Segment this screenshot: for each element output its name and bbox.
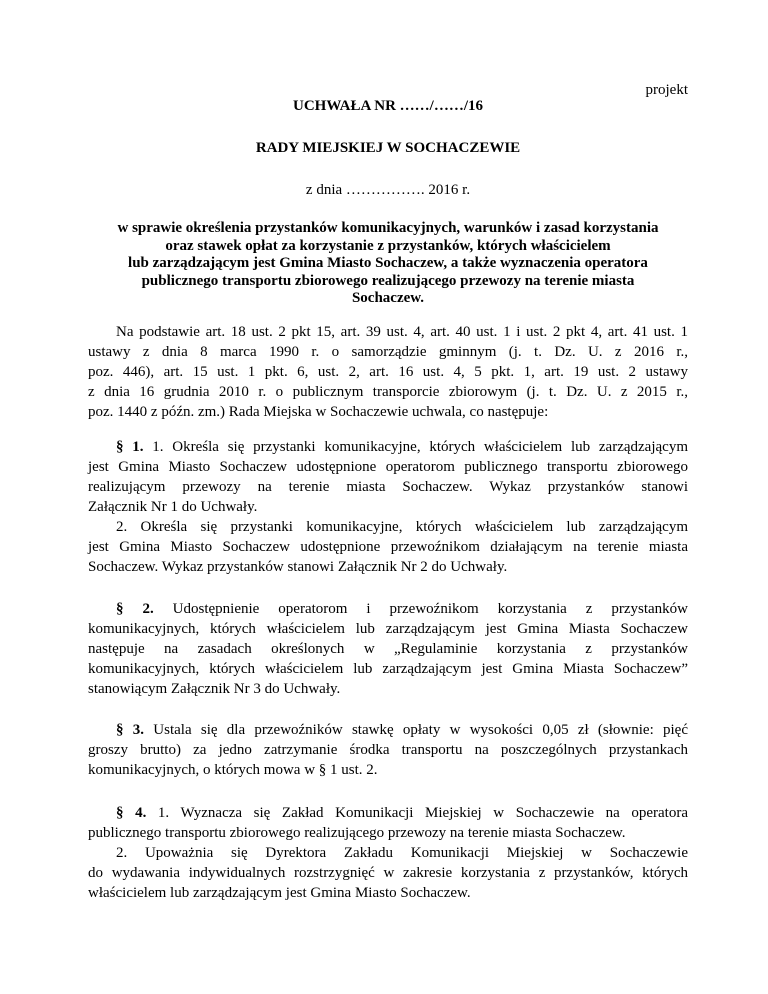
paragraph-2-mark: § 2.	[116, 601, 154, 617]
subject-line: oraz stawek opłat za korzystanie z przystanków, których właścicielem	[165, 237, 611, 254]
paragraph-1-line: Załącznik Nr 1 do Uchwały.	[88, 499, 258, 515]
paragraph-2-line: następuje na zasadach określonych w „Regulaminie korzystania z przystanków	[88, 641, 688, 657]
paragraph-2-line: komunikacyjnych, których właścicielem lub zarządzającym jest Gmina Miasta Sochaczew	[88, 621, 688, 637]
paragraph-1-line: jest Gmina Miasto Sochaczew udostępnione przewoźnikom działającym na terenie miasta	[88, 539, 688, 555]
paragraph-2-line: stanowiącym Załącznik Nr 3 do Uchwały.	[88, 681, 341, 697]
paragraph-4-line	[88, 803, 688, 823]
paragraph-2-line: komunikacyjnych, których właścicielem lub zarządzającym jest Gmina Miasta Sochaczew”	[88, 661, 688, 677]
paragraph-2-text: Udostępnienie operatorom i przewoźnikom korzystania z przystanków	[153, 601, 688, 617]
subject-line: publicznego transportu zbiorowego realizującego przewozy na terenie miasta	[141, 272, 635, 289]
paragraph-4-text: 1. Wyznacza się Zakład Komunikacji Miejskiej w Sochaczewie na operatora	[146, 805, 688, 821]
preamble-paragraph	[88, 322, 688, 422]
preamble-line: poz. 1440 z późn. zm.) Rada Miejska w Sochaczewie uchwala, co następuje:	[88, 404, 549, 420]
paragraph-4-line: publicznego transportu zbiorowego realizującego przewozy na terenie miasta Sochaczew.	[88, 825, 626, 841]
subject-line: lub zarządzającym jest Gmina Miasto Sochaczew, a także wyznaczenia operatora	[128, 255, 648, 271]
subject-line: Sochaczew.	[351, 290, 425, 306]
preamble-line: Na podstawie art. 18 ust. 2 pkt 15, art. 39 ust. 4, art. 40 ust. 1 i ust. 2 pkt 4, art. 41 ust. 1	[116, 324, 688, 340]
paragraph-4-line: właścicielem lub zarządzającym jest Gmina Miasto Sochaczew.	[88, 885, 471, 901]
subject-line: w sprawie określenia przystanków komunikacyjnych, warunków i zasad korzystania	[117, 220, 659, 236]
preamble-line: poz. 446), art. 15 ust. 1 pkt. 6, ust. 2, art. 16 ust. 4, 5 pkt. 1, art. 19 ust. 2 ustawy	[88, 364, 688, 380]
document-page	[88, 0, 688, 994]
paragraph-3-line: komunikacyjnych, o których mowa w § 1 ust. 2.	[88, 762, 378, 778]
paragraph-1-line: Sochaczew. Wykaz przystanków stanowi Załącznik Nr 2 do Uchwały.	[88, 559, 508, 575]
paragraph-2-line	[88, 599, 688, 619]
paragraph-2	[88, 599, 688, 699]
paragraph-3	[88, 720, 688, 780]
paragraph-4	[88, 803, 688, 903]
paragraph-1-line	[88, 437, 688, 457]
paragraph-3-mark: § 3.	[116, 722, 145, 738]
paragraph-1-line: realizującym przewozy na terenie miasta Sochaczew. Wykaz przystanków stanowi	[88, 479, 688, 495]
preamble-line: z dnia 16 grudnia 2010 r. o publicznym transporcie zbiorowym (j. t. Dz. U. z 2015 r.,	[88, 384, 688, 400]
council-name-title: RADY MIEJSKIEJ W SOCHACZEWIE	[255, 140, 521, 156]
paragraph-1-mark: § 1.	[116, 439, 144, 455]
resolution-number-title: UCHWAŁA NR ……/……/16	[292, 98, 483, 114]
paragraph-3-line: groszy brutto) za jedno zatrzymanie środka transportu na poszczególnych przystankach	[88, 742, 688, 758]
paragraph-4-line: do wydawania indywidualnych rozstrzygnięć w zakresie korzystania z przystanków, których	[88, 865, 688, 881]
paragraph-4-line: 2. Upoważnia się Dyrektora Zakładu Komunikacji Miejskiej w Sochaczewie	[116, 845, 688, 861]
paragraph-3-line	[88, 720, 688, 740]
paragraph-3-text: Ustala się dla przewoźników stawkę opłaty w wysokości 0,05 zł (słownie: pięć	[144, 722, 688, 738]
paragraph-1-line: 2. Określa się przystanki komunikacyjne, których właścicielem lub zarządzającym	[116, 519, 688, 535]
projekt-label: projekt	[645, 82, 688, 98]
paragraph-1-line: jest Gmina Miasto Sochaczew udostępnione operatorom publicznego transportu zbiorowego	[88, 459, 688, 475]
resolution-date: z dnia ……………. 2016 r.	[305, 182, 471, 198]
paragraph-4-mark: § 4.	[116, 805, 147, 821]
paragraph-1	[88, 437, 688, 577]
paragraph-1-text: 1. Określa się przystanki komunikacyjne, których właścicielem lub zarządzającym	[143, 439, 688, 455]
resolution-subject	[88, 220, 688, 308]
preamble-line: ustawy z dnia 8 marca 1990 r. o samorządzie gminnym (j. t. Dz. U. z 2016 r.,	[88, 344, 688, 360]
